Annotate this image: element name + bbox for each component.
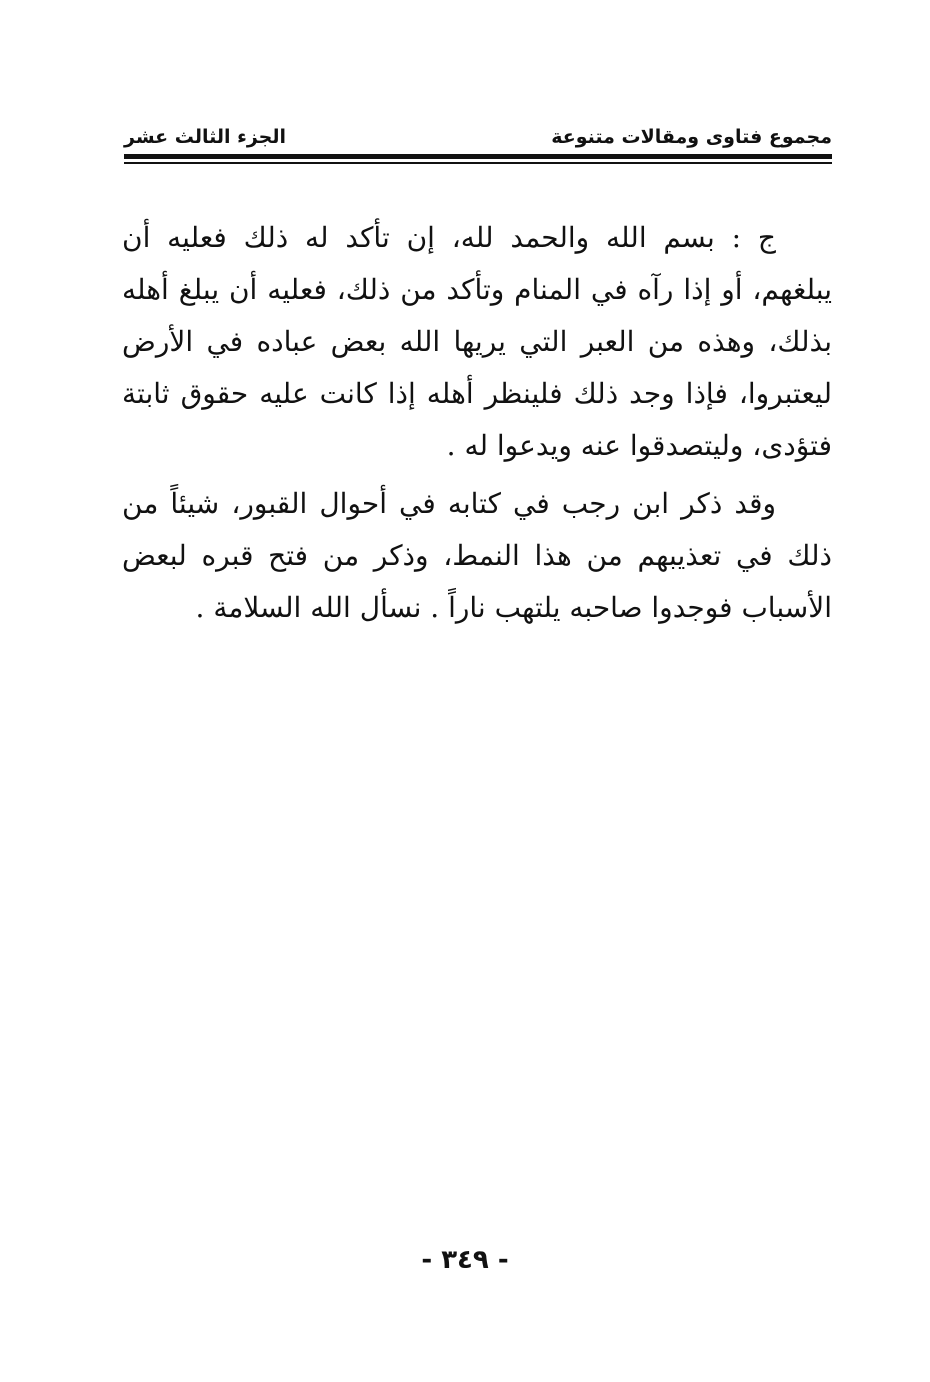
running-header	[124, 118, 832, 154]
page-number: - ٣٤٩ -	[421, 1245, 509, 1275]
answer-paragraph: ج : بسم الله والحمد لله، إن تأكد له ذلك فعليه أن يبلغهم، أو إذا رآه في المنام وتأكد من ذلك، فعليه أن يبلغ أهله بذلك، وهذه من العبر التي يريها الله بعض عباده في الأرض ليعتبروا، فإذا وجد ذلك فلينظر أهله إذا كانت عليه حقوق ثابتة فتؤدى، وليتصدقوا عنه ويدعوا له .	[122, 221, 832, 462]
header-rule-thin	[124, 162, 832, 164]
header-rule-thick	[124, 154, 832, 159]
book-title: مجموع فتاوى ومقالات متنوعة	[551, 126, 832, 148]
volume-title: الجزء الثالث عشر	[124, 126, 287, 148]
note-paragraph: وقد ذكر ابن رجب في كتابه في أحوال القبور، شيئاً من ذلك في تعذيبهم من هذا النمط، وذكر من فتح قبره لبعض الأسباب فوجدوا صاحبه يلتهب ناراً . نسأل الله السلامة .	[122, 487, 832, 624]
body-text	[122, 212, 832, 640]
